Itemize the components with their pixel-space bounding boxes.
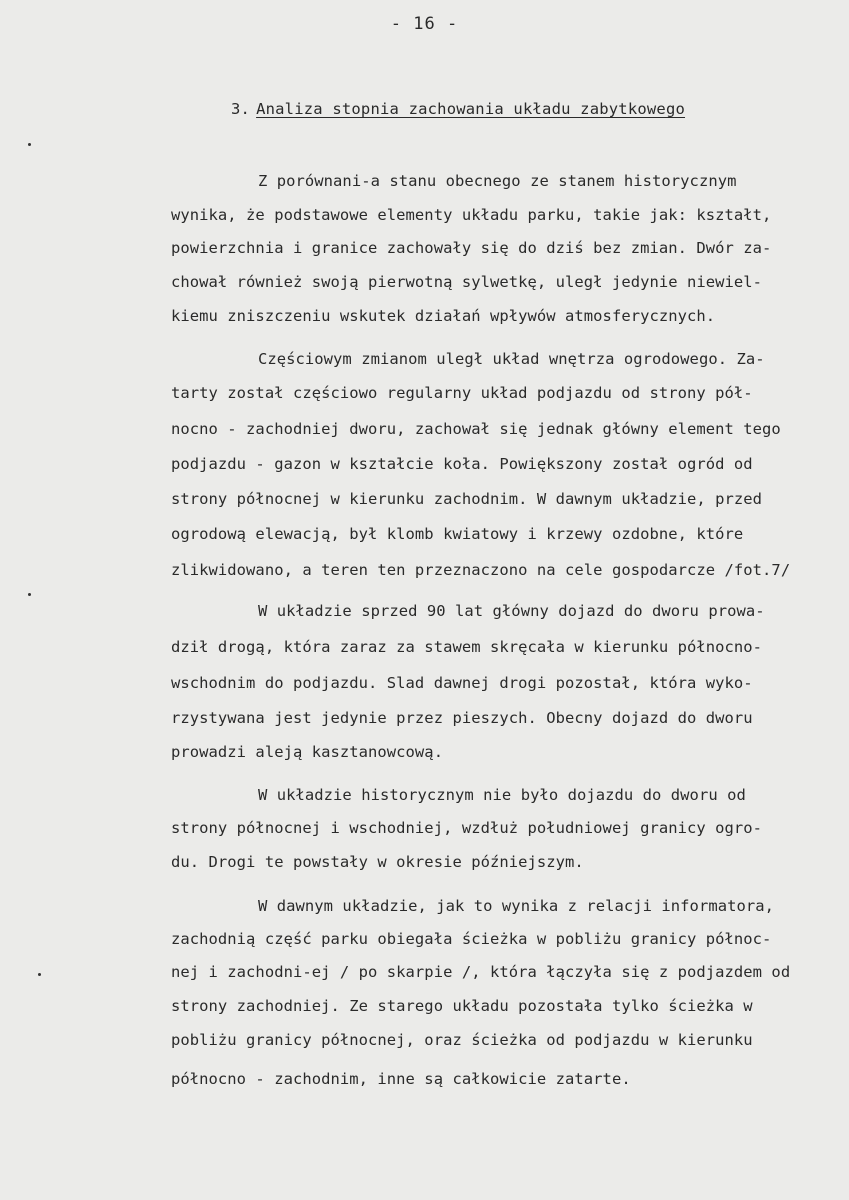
text-line: powierzchnia i granice zachowały się do dziś bez zmian. Dwór za-	[171, 239, 772, 257]
text-line: Z porównani-a stanu obecnego ze stanem historycznym	[258, 172, 737, 190]
scan-speck	[28, 593, 31, 596]
text-line: wynika, że podstawowe elementy układu parku, takie jak: kształt,	[171, 206, 772, 224]
text-line: rzystywana jest jedynie przez pieszych. Obecny dojazd do dworu	[171, 709, 753, 727]
text-line: pobliżu granicy północnej, oraz ścieżka od podjazdu w kierunku	[171, 1031, 753, 1049]
section-title: Analiza stopnia zachowania układu zabytkowego	[256, 100, 686, 118]
text-line: nocno - zachodniej dworu, zachował się jednak główny element tego	[171, 420, 781, 438]
text-line: nej i zachodni-ej / po skarpie /, która łączyła się z podjazdem od	[171, 963, 791, 981]
text-line: ogrodową elewacją, był klomb kwiatowy i krzewy ozdobne, które	[171, 525, 744, 543]
text-line: W układzie historycznym nie było dojazdu do dworu od	[258, 786, 746, 804]
text-line: dził drogą, która zaraz za stawem skręcała w kierunku północno-	[171, 638, 763, 656]
text-line: strony północnej i wschodniej, wzdłuż południowej granicy ogro-	[171, 819, 763, 837]
text-line: zachodnią część parku obiegała ścieżka w pobliżu granicy północ-	[171, 930, 772, 948]
text-line: du. Drogi te powstały w okresie późniejszym.	[171, 853, 584, 871]
text-line: strony zachodniej. Ze starego układu pozostała tylko ścieżka w	[171, 997, 753, 1015]
scan-speck	[38, 973, 41, 976]
text-line: strony północnej w kierunku zachodnim. W dawnym układzie, przed	[171, 490, 763, 508]
text-line: chował również swoją pierwotną sylwetkę, uległ jedynie niewiel-	[171, 273, 763, 291]
scan-speck	[28, 143, 31, 146]
text-line: W układzie sprzed 90 lat główny dojazd do dworu prowa-	[258, 602, 765, 620]
text-line: wschodnim do podjazdu. Slad dawnej drogi pozostał, która wyko-	[171, 674, 753, 692]
text-line: prowadzi aleją kasztanowcową.	[171, 743, 444, 761]
text-line: Częściowym zmianom uległ układ wnętrza ogrodowego. Za-	[258, 350, 765, 368]
text-line: tarty został częściowo regularny układ podjazdu od strony pół-	[171, 384, 753, 402]
page-number: - 16 -	[390, 14, 459, 34]
section-number: 3.	[231, 100, 251, 118]
text-line: kiemu zniszczeniu wskutek działań wpływów atmosferycznych.	[171, 307, 716, 325]
text-line: północno - zachodnim, inne są całkowicie zatarte.	[171, 1070, 631, 1088]
text-line: W dawnym układzie, jak to wynika z relacji informatora,	[258, 897, 774, 915]
text-line: podjazdu - gazon w kształcie koła. Powiększony został ogród od	[171, 455, 753, 473]
text-line: zlikwidowano, a teren ten przeznaczono na cele gospodarcze /fot.7/	[171, 561, 791, 579]
